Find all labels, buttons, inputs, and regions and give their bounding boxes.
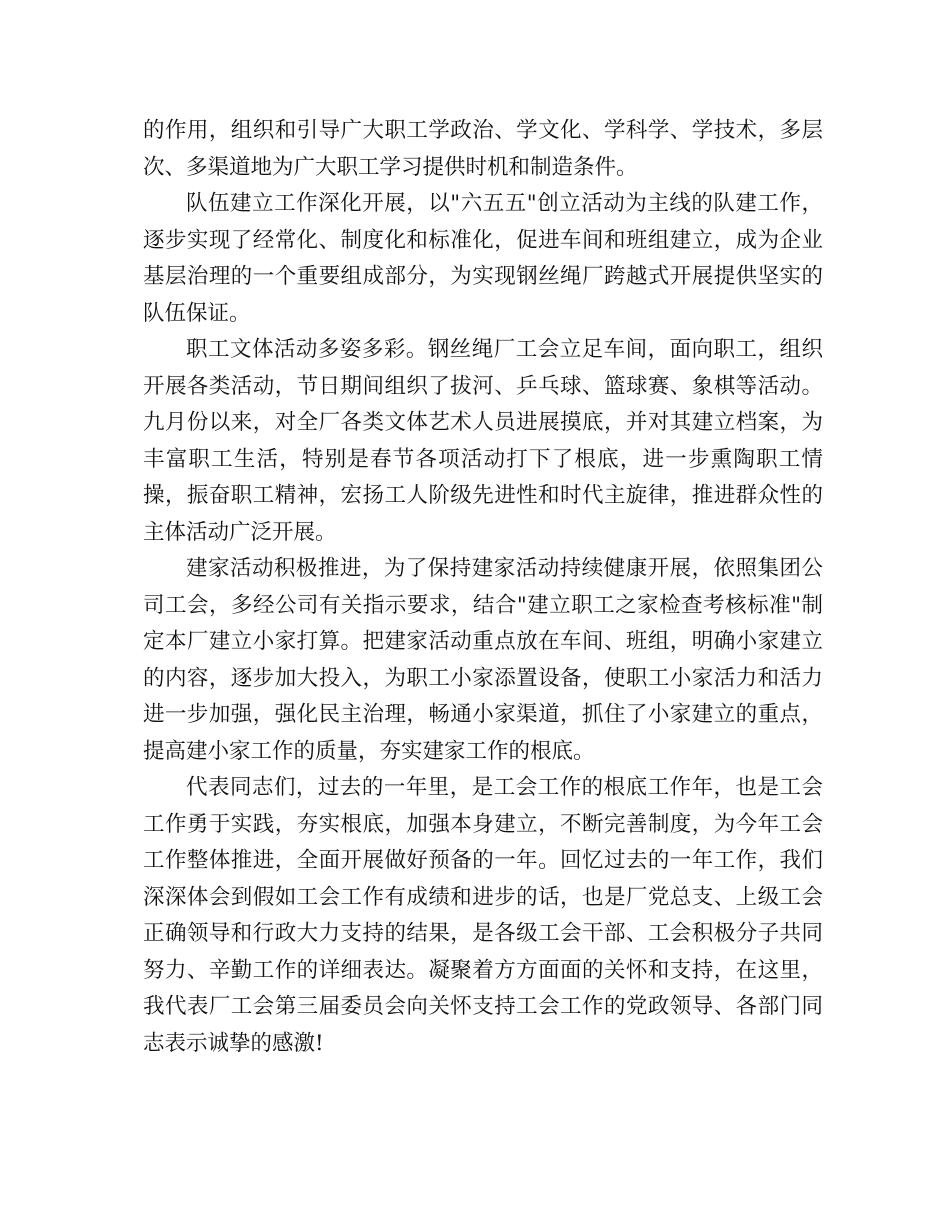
paragraph-1: 的作用，组织和引导广大职工学政治、学文化、学科学、学技术，多层次、多渠道地为广大职工学习提供时机和制造条件。 — [143, 118, 823, 180]
paragraph-4: 建家活动积极推进，为了保持建家活动持续健康开展，依照集团公司工会，多经公司有关指示要求，结合"建立职工之家检查考核标准"制定本厂建立小家打算。把建家活动重点放在车间、班组，明确小家建立的内容，逐步加大投入，为职工小家添置设备，使职工小家活力和活力进一步加强，强化民主治理，畅通小家渠道，抓住了小家建立的重点，提高建小家工作的质量，夯实建家工作的根底。 — [143, 556, 823, 764]
document-body — [143, 113, 823, 1062]
paragraph-2: 队伍建立工作深化开展，以"六五五"创立活动为主线的队建工作，逐步实现了经常化、制度化和标准化，促进车间和班组建立，成为企业基层治理的一个重要组成部分，为实现钢丝绳厂跨越式开展提供坚实的队伍保证。 — [143, 191, 823, 326]
paragraph-3: 职工文体活动多姿多彩。钢丝绳厂工会立足车间，面向职工，组织开展各类活动，节日期间组织了拔河、乒乓球、篮球赛、象棋等活动。九月份以来，对全厂各类文体艺术人员进展摸底，并对其建立档案，为丰富职工生活，特别是春节各项活动打下了根底，进一步熏陶职工情操，振奋职工精神，宏扬工人阶级先进性和时代主旋律，推进群众性的主体活动广泛开展。 — [143, 337, 823, 545]
paragraph-5: 代表同志们，过去的一年里，是工会工作的根底工作年，也是工会工作勇于实践，夯实根底，加强本身建立，不断完善制度，为今年工会工作整体推进，全面开展做好预备的一年。回忆过去的一年工作，我们深深体会到假如工会工作有成绩和进步的话，也是厂党总支、上级工会正确领导和行政大力支持的结果，是各级工会干部、工会积极分子共同努力、辛勤工作的详细表达。凝聚着方方面面的关怀和支持，在这里，我代表厂工会第三届委员会向关怀支持工会工作的党政领导、各部门同志表示诚挚的感激! — [143, 775, 823, 1056]
